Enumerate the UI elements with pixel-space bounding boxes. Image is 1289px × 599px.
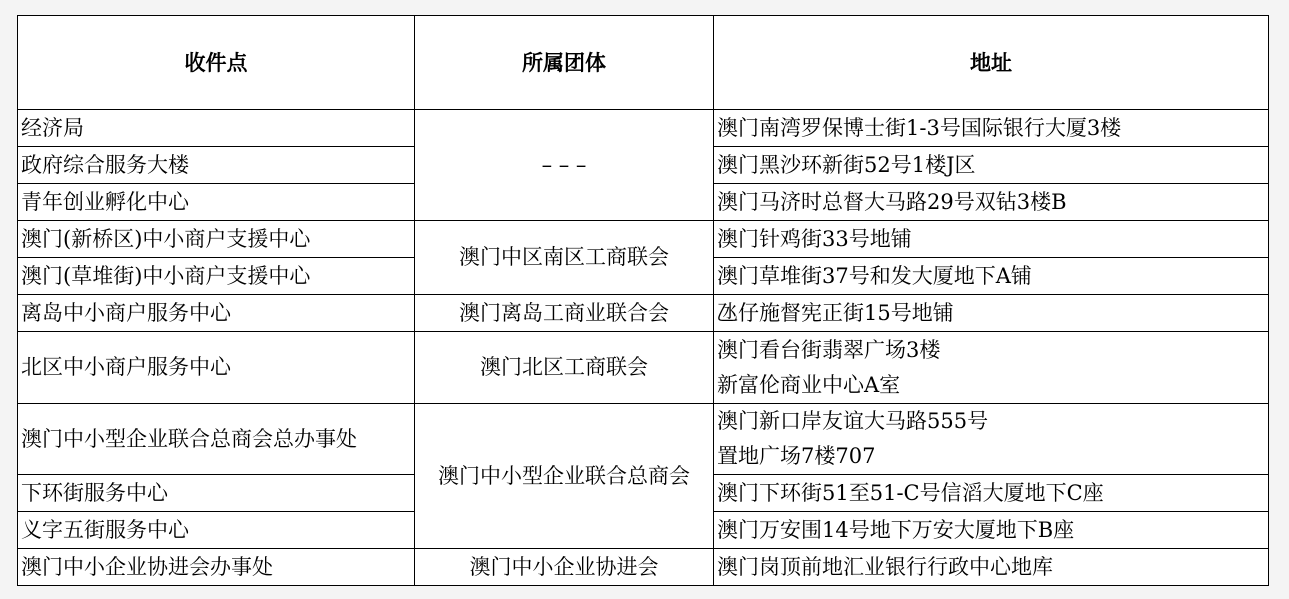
collection-point-cell: 北区中小商户服务中心 bbox=[18, 332, 415, 404]
collection-point-cell: 下环街服务中心 bbox=[18, 475, 415, 512]
collection-point-cell: 青年创业孵化中心 bbox=[18, 184, 415, 221]
address-line: 澳门看台街翡翠广场3楼 bbox=[717, 337, 941, 362]
header-affiliated-group: 所属团体 bbox=[415, 16, 714, 110]
header-address: 地址 bbox=[714, 16, 1269, 110]
address-cell bbox=[714, 295, 1269, 332]
address-line: 澳门黑沙环新街52号1楼J区 bbox=[717, 152, 976, 177]
address-line: 澳门万安围14号地下万安大厦地下B座 bbox=[717, 517, 1075, 542]
address-cell bbox=[714, 184, 1269, 221]
collection-point-cell: 离岛中小商户服务中心 bbox=[18, 295, 415, 332]
collection-point-cell: 经济局 bbox=[18, 110, 415, 147]
address-line: 澳门南湾罗保博士街1-3号国际银行大厦3楼 bbox=[717, 115, 1122, 140]
address-line: 置地广场7楼707 bbox=[717, 444, 876, 468]
group-cell: 澳门中小型企业联合总商会 bbox=[415, 404, 714, 549]
header-collection-point: 收件点 bbox=[18, 16, 415, 110]
address-line: 澳门新口岸友谊大马路555号 bbox=[717, 409, 989, 433]
address-cell bbox=[714, 475, 1269, 512]
address-cell bbox=[714, 258, 1269, 295]
address-line: 氹仔施督宪正街15号地铺 bbox=[717, 300, 954, 325]
collection-point-cell: 义字五街服务中心 bbox=[18, 512, 415, 549]
collection-point-cell: 澳门中小型企业联合总商会总办事处 bbox=[18, 404, 415, 475]
address-cell bbox=[714, 221, 1269, 258]
table-row bbox=[18, 110, 1269, 147]
address-line: 澳门针鸡街33号地铺 bbox=[717, 226, 912, 251]
table-row bbox=[18, 549, 1269, 586]
address-line: 新富伦商业中心A室 bbox=[717, 372, 901, 397]
collection-point-cell: 澳门(新桥区)中小商户支援中心 bbox=[18, 221, 415, 258]
address-cell bbox=[714, 512, 1269, 549]
table-row bbox=[18, 404, 1269, 475]
address-cell bbox=[714, 147, 1269, 184]
collection-point-cell: 澳门中小企业协进会办事处 bbox=[18, 549, 415, 586]
collection-point-cell: 政府综合服务大楼 bbox=[18, 147, 415, 184]
table-row bbox=[18, 295, 1269, 332]
group-cell: – – – bbox=[415, 110, 714, 221]
address-cell bbox=[714, 110, 1269, 147]
group-cell: 澳门离岛工商业联合会 bbox=[415, 295, 714, 332]
table-row bbox=[18, 221, 1269, 258]
address-line: 澳门岗顶前地汇业银行行政中心地库 bbox=[717, 554, 1053, 579]
address-cell bbox=[714, 332, 1269, 404]
address-line: 澳门马济时总督大马路29号双钻3楼B bbox=[717, 189, 1067, 214]
table-header-row bbox=[18, 16, 1269, 110]
group-cell: 澳门北区工商联会 bbox=[415, 332, 714, 404]
collection-points-table bbox=[17, 15, 1269, 586]
address-cell bbox=[714, 549, 1269, 586]
address-cell bbox=[714, 404, 1269, 475]
group-cell: 澳门中区南区工商联会 bbox=[415, 221, 714, 295]
collection-point-cell: 澳门(草堆街)中小商户支援中心 bbox=[18, 258, 415, 295]
address-line: 澳门草堆街37号和发大厦地下A铺 bbox=[717, 263, 1032, 288]
group-cell: 澳门中小企业协进会 bbox=[415, 549, 714, 586]
address-line: 澳门下环街51至51-C号信滔大厦地下C座 bbox=[717, 480, 1104, 505]
table-row bbox=[18, 332, 1269, 404]
